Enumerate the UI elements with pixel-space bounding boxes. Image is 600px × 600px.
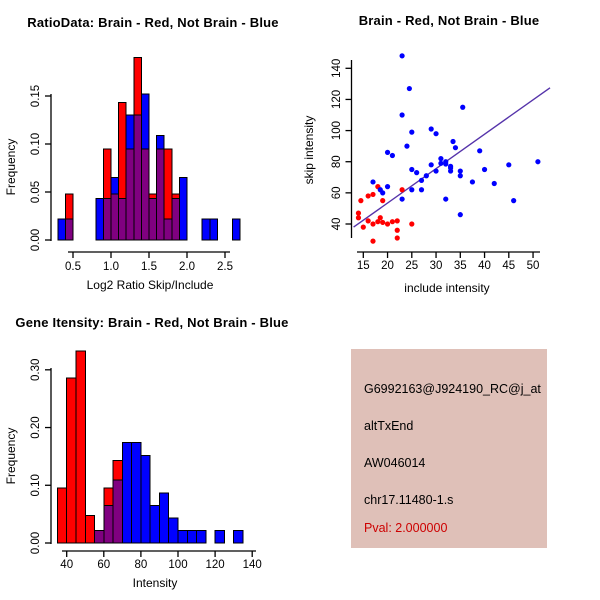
- histogram-bar-blue: [126, 115, 134, 149]
- y-tick-label: 40: [331, 217, 343, 231]
- x-tick-label: 0.5: [65, 261, 81, 273]
- scatter-point-not-brain: [458, 168, 463, 173]
- x-tick-label: 1.0: [103, 261, 119, 273]
- scatter-point-not-brain: [400, 196, 405, 201]
- scatter-point-brain: [361, 225, 366, 230]
- scatter-point-brain: [356, 211, 361, 216]
- histogram-bar-overlap: [111, 194, 119, 240]
- x-tick-label: 1.5: [141, 261, 157, 273]
- x-tick-label: 45: [502, 260, 516, 272]
- histogram-bar-red: [164, 149, 172, 219]
- histogram-bar-blue: [210, 219, 218, 240]
- scatter-point-not-brain: [453, 145, 458, 150]
- histogram-bar-blue: [141, 455, 150, 543]
- scatter-point-not-brain: [506, 162, 511, 167]
- x-tick-label: 15: [356, 260, 370, 272]
- scatter-point-not-brain: [443, 161, 448, 166]
- x-tick-label: 2.0: [179, 261, 195, 273]
- scatter-point-not-brain: [482, 167, 487, 172]
- scatter-point-not-brain: [419, 178, 424, 183]
- scatter-point-brain: [400, 187, 405, 192]
- histogram-bar-overlap: [103, 199, 111, 240]
- histogram-bar-red: [119, 103, 127, 199]
- x-tick-label: 50: [526, 260, 540, 272]
- histogram-bar-overlap: [164, 219, 172, 240]
- scatter-point-not-brain: [450, 139, 455, 144]
- x-tick-label: 100: [168, 559, 188, 571]
- histogram-bar-blue: [159, 493, 168, 543]
- scatter-point-not-brain: [477, 148, 482, 153]
- scatter-point-not-brain: [414, 170, 419, 175]
- y-tick-label: 0.10: [30, 132, 42, 156]
- scatter-point-brain: [409, 221, 414, 226]
- histogram-bar-overlap: [172, 199, 180, 240]
- scatter-point-not-brain: [460, 105, 465, 110]
- scatter-point-not-brain: [433, 131, 438, 136]
- scatter-point-brain: [378, 215, 383, 220]
- scatter-point-brain: [395, 235, 400, 240]
- histogram-bar-overlap: [104, 505, 113, 543]
- x-tick-label: 60: [97, 559, 111, 571]
- histogram-bar-red: [57, 488, 66, 543]
- probe-id-text: G6992163@J924190_RC@j_at: [364, 382, 541, 396]
- histogram-bar-blue: [215, 530, 224, 543]
- histogram-bar-red: [85, 515, 94, 543]
- x-tick-label: 30: [429, 260, 443, 272]
- scatter-point-not-brain: [407, 86, 412, 91]
- histogram-bar-blue: [197, 530, 206, 543]
- histogram-bar-overlap: [65, 219, 73, 240]
- histogram-bar-blue: [132, 443, 141, 543]
- histogram-bar-overlap: [157, 149, 165, 240]
- scatter-point-brain: [385, 221, 390, 226]
- y-tick-label: 0.10: [30, 474, 42, 497]
- scatter-point-not-brain: [409, 130, 414, 135]
- fit-line: [354, 88, 550, 227]
- pval-text: Pval: 2.000000: [364, 521, 448, 535]
- scatter-point-brain: [390, 219, 395, 224]
- scatter-point-not-brain: [385, 184, 390, 189]
- scatter-point-not-brain: [385, 150, 390, 155]
- scatter-point-brain: [370, 221, 375, 226]
- scatter-point-not-brain: [438, 161, 443, 166]
- histogram-bar-overlap: [95, 530, 104, 543]
- histogram-bar-blue: [169, 518, 178, 543]
- scatter-point-brain: [395, 218, 400, 223]
- scatter-point-not-brain: [470, 179, 475, 184]
- scatter-title: Brain - Red, Not Brain - Blue: [358, 13, 540, 28]
- scatter-point-brain: [366, 218, 371, 223]
- scatter-point-not-brain: [443, 196, 448, 201]
- scatter-point-not-brain: [535, 159, 540, 164]
- x-tick-label: 40: [478, 260, 491, 272]
- scatter-point-not-brain: [448, 168, 453, 173]
- histogram-bar-red: [76, 351, 85, 543]
- histogram-bar-blue: [178, 530, 187, 543]
- histogram-bar-blue: [179, 178, 187, 240]
- scatter-point-brain: [356, 215, 361, 220]
- scatter-point-not-brain: [404, 144, 409, 149]
- scatter-point-not-brain: [424, 173, 429, 178]
- scatter-point-not-brain: [409, 187, 414, 192]
- histogram-bar-overlap: [149, 199, 157, 240]
- y-axis-label: Frequency: [4, 138, 18, 196]
- histogram-bar-blue: [157, 135, 165, 148]
- y-tick-label: 0.00: [30, 228, 42, 252]
- y-tick-label: 60: [331, 186, 343, 200]
- scatter-point-brain: [370, 192, 375, 197]
- scatter-point-brain: [358, 198, 363, 203]
- x-axis-label: include intensity: [404, 281, 490, 295]
- gene-intensity-histogram-title: Gene Itensity: Brain - Red, Not Brain - Blue: [15, 315, 289, 330]
- y-tick-label: 0.05: [30, 180, 42, 204]
- histogram-bar-blue: [233, 219, 241, 240]
- accession-text: AW046014: [364, 456, 426, 470]
- histogram-bar-red: [172, 194, 180, 199]
- x-axis-label: Log2 Ratio Skip/Include: [86, 278, 214, 292]
- histogram-bar-blue: [111, 178, 119, 194]
- histogram-bar-blue: [141, 94, 149, 149]
- y-tick-label: 0.00: [30, 531, 42, 555]
- scatter-point-not-brain: [400, 112, 405, 117]
- ratio-histogram-title: RatioData: Brain - Red, Not Brain - Blue: [27, 15, 279, 30]
- gene-info-box: [351, 349, 547, 548]
- y-axis-label: skip intensity: [302, 115, 316, 185]
- y-tick-label: 80: [331, 155, 343, 169]
- histogram-bar-red: [113, 460, 122, 480]
- x-tick-label: 20: [381, 260, 394, 272]
- y-tick-label: 0.15: [30, 84, 42, 108]
- x-tick-label: 40: [60, 559, 74, 571]
- scatter-point-not-brain: [511, 198, 516, 203]
- scatter-point-brain: [380, 198, 385, 203]
- histogram-bar-blue: [96, 199, 104, 240]
- scatter-point-not-brain: [380, 190, 385, 195]
- histogram-bar-red: [104, 488, 113, 505]
- scatter-point-not-brain: [429, 126, 434, 131]
- x-tick-label: 140: [242, 559, 262, 571]
- scatter-point-not-brain: [458, 212, 463, 217]
- scatter-point-not-brain: [438, 156, 443, 161]
- histogram-bar-overlap: [134, 115, 142, 240]
- histogram-bar-red: [65, 194, 73, 219]
- histogram-bar-red: [134, 58, 142, 116]
- y-tick-label: 0.20: [30, 416, 42, 439]
- x-axis-label: Intensity: [132, 576, 178, 590]
- histogram-bar-blue: [58, 219, 66, 240]
- x-tick-label: 2.5: [217, 261, 233, 273]
- scatter-point-not-brain: [429, 162, 434, 167]
- x-tick-label: 25: [405, 260, 419, 272]
- x-tick-label: 35: [453, 260, 467, 272]
- y-tick-label: 140: [331, 58, 343, 78]
- chromosome-location-text: chr17.11480-1.s: [364, 493, 454, 507]
- scatter-point-brain: [395, 228, 400, 233]
- x-tick-label: 120: [205, 559, 225, 571]
- y-axis-label: Frequency: [4, 427, 18, 485]
- scatter-point-brain: [366, 193, 371, 198]
- scatter-point-not-brain: [390, 153, 395, 158]
- histogram-bar-red: [103, 149, 111, 199]
- scatter-point-brain: [370, 239, 375, 244]
- scatter-point-not-brain: [400, 53, 405, 58]
- histogram-bar-overlap: [113, 480, 122, 543]
- x-tick-label: 80: [134, 559, 148, 571]
- scatter-point-not-brain: [409, 167, 414, 172]
- histogram-bar-blue: [187, 530, 196, 543]
- histogram-bar-red: [149, 194, 157, 199]
- scatter-point-not-brain: [492, 181, 497, 186]
- histogram-bar-blue: [234, 530, 243, 543]
- scatter-point-not-brain: [419, 187, 424, 192]
- scatter-point-not-brain: [433, 168, 438, 173]
- histogram-bar-blue: [202, 219, 210, 240]
- scatter-point-not-brain: [458, 173, 463, 178]
- histogram-bar-blue: [122, 443, 131, 543]
- histogram-bar-overlap: [126, 149, 134, 240]
- histogram-bar-blue: [150, 505, 159, 543]
- y-tick-label: 100: [331, 120, 343, 141]
- histogram-bar-overlap: [141, 149, 149, 240]
- histogram-bar-red: [67, 378, 76, 543]
- scatter-point-brain: [380, 220, 385, 225]
- histogram-bar-overlap: [119, 199, 127, 240]
- y-tick-label: 120: [331, 89, 343, 110]
- y-tick-label: 0.30: [30, 358, 42, 382]
- scatter-point-not-brain: [370, 179, 375, 184]
- event-type-text: altTxEnd: [364, 419, 414, 433]
